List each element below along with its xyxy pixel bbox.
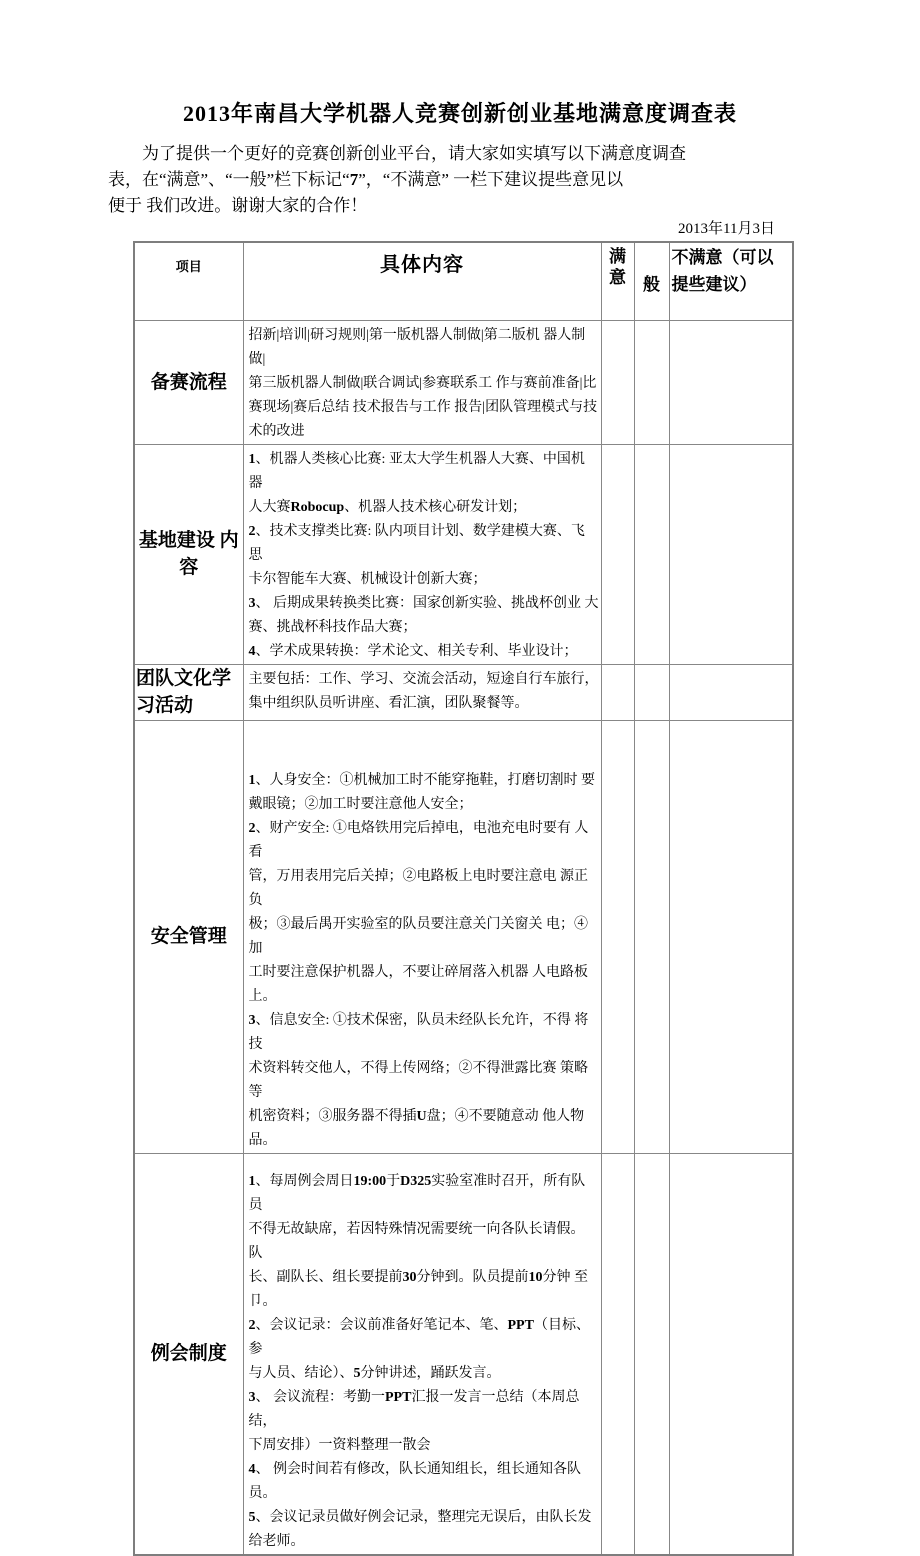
neutral-cell[interactable] [634,664,669,720]
row-content-text: 招新|培训|研习规则|第一版机器人制做|第二版机 器人制做| 第三版机器人制做|联合调试|参赛联系工 作与赛前准备|比 赛现场|赛后总结 技术报告与工作 报告|团队管理模式与技 术的改进 [243,320,601,444]
page-title: 2013年南昌大学机器人竞赛创新创业基地满意度调查表 [182,101,737,126]
unsatisfied-cell[interactable] [669,320,793,444]
satisfied-cell[interactable] [601,1153,634,1555]
unsatisfied-cell[interactable] [669,1153,793,1555]
unsatisfied-cell[interactable] [669,444,793,664]
row-item-label: 备赛流程 [134,320,243,444]
row-item-label: 基地建设 内 容 [134,444,243,664]
row-item-label: 团队文化学 习活动 [134,664,243,720]
row-content-text: 主要包括：工作、学习、交流会活动，短途自行车旅行， 集中组织队员听讲座、看汇演，团队聚餐等。 [243,664,601,720]
row-item-label: 例会制度 [134,1153,243,1555]
table-row-safety-management [134,720,793,1153]
survey-table [133,241,794,1556]
table-row-meeting-system [134,1153,793,1555]
table-row-preparation-process [134,320,793,444]
date-line: 2013年11月3日 [678,221,775,237]
row-content-text: 1、人身安全：①机械加工时不能穿拖鞋，打磨切割时 要 戴眼镜；②加工时要注意他人安全； 2、财产安全: ①电烙铁用完后掉电，电池充电时要有 人看 管，万用表用完后关掉；②电路板上电时要注意电 源正负 极；③最后禺开实验室的队员要注意关门关窗关 电；④加 工时要注意保护机器人，不要让碎屑落入机器 人电路板上。 3、信息安全: ①技术保密，队员未经队长允许，不得 将技 术资料转交他人，不得上传网络；②不得泄露比赛 策略等 机密资料；③服务器不得插U盘；④不要随意动 他人物品。 [243,720,601,1153]
unsatisfied-cell[interactable] [669,664,793,720]
intro-paragraph: 为了提供一个更好的竞赛创新创业平台，请大家如实填写以下满意度调查 表，在“满意”、“一般”栏下标记“7”，“不满意” 一栏下建议提些意见以 便于 我们改进。谢谢大家的合作！ [108,144,686,215]
satisfied-cell[interactable] [601,664,634,720]
satisfied-cell[interactable] [601,720,634,1153]
table-row-base-construction [134,444,793,664]
row-content-text: 1、机器人类核心比赛: 亚太大学生机器人大赛、中国机 器 人大赛Robocup、机器人技术核心研发计划； 2、技术支撑类比赛: 队内项目计划、数学建模大赛、飞 思 卡尔智能车大赛、机械设计创新大赛； 3、 后期成果转换类比赛：国家创新实验、挑战杯创业 大 赛、挑战杯科技作品大赛； 4、学术成果转换：学术论文、相关专利、毕业设计； [243,444,601,664]
table-row-team-culture [134,664,793,720]
neutral-cell[interactable] [634,444,669,664]
satisfied-cell[interactable] [601,320,634,444]
col-header-item: 项目 [134,242,243,320]
row-item-label: 安全管理 [134,720,243,1153]
neutral-cell[interactable] [634,1153,669,1555]
col-header-content: 具体内容 [243,242,601,320]
unsatisfied-cell[interactable] [669,720,793,1153]
neutral-cell[interactable] [634,720,669,1153]
satisfied-cell[interactable] [601,444,634,664]
row-content-text: 1、每周例会周日19:00于D325实验室准时召开，所有队 员 不得无故缺席，若因特殊情况需要统一向各队长请假。 队 长、副队长、组长要提前30分钟到。队员提前10分钟 至 卩。 2、会议记录：会议前准备好笔记本、笔、PPT（目标、参 与人员、结论）、5分钟讲述，踊跃发言。 3、 会议流程：考勤一PPT汇报一发言一总结（本周总结， 下周安排）一资料整理一散会 4、 例会时间若有修改，队长通知组长，组长通知各队员。 5、会议记录员做好例会记录，整理完无误后，由队长发 给老师。 [243,1153,601,1555]
col-header-satisfied: 满意 [601,242,634,320]
col-header-neutral: 般 [634,242,669,320]
neutral-cell[interactable] [634,320,669,444]
header-row [134,242,793,320]
col-header-unsatisfied: 不满意（可以 提些建议） [669,242,793,320]
